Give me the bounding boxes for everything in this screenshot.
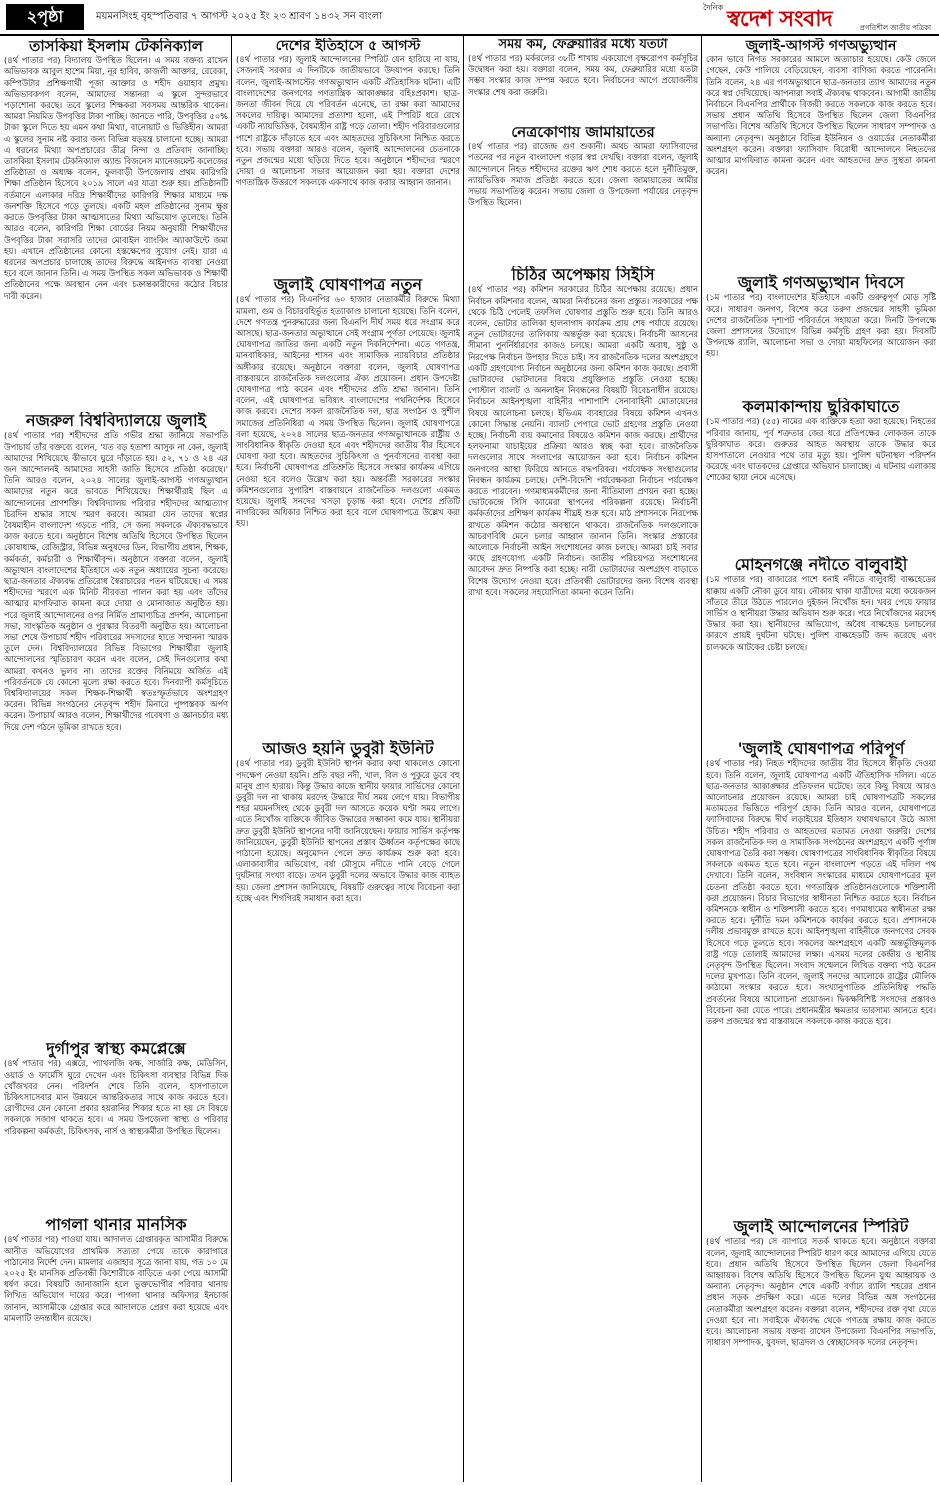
story-mohanganj <box>706 556 936 734</box>
story-headline: 'জুলাই ঘোষণাপত্র পরিপূর্ণ <box>737 740 905 758</box>
story-headline: নজরুল বিশ্ববিদ্যালয়ে জুলাই <box>26 412 206 430</box>
story-headline: নেত্রকোণায় জামায়াতের <box>511 124 655 141</box>
story-headline: তাসকিয়া ইসলাম টেকনিক্যাল <box>29 38 203 55</box>
story-body: (৪র্থ পাতার পর) সে ব্যাপারে সতর্ক থাকতে হবে। অনুষ্ঠানে বক্তারা বলেন, জুলাই আন্দোলনের স্পিরিট ধারণ করে আমাদের এগিয়ে যেতে হবে। প্রধান অতিথি হিসেবে উপস্থিত ছিলেন জেলা বিএনপির আহ্বায়ক। বিশেষ অতিথি হিসেবে উপস্থিত ছিলেন যুগ্ম আহ্বায়ক ও অন্যান্য নেতৃবৃন্দ। অনুষ্ঠান শেষে একটি বর্ণাঢ্য র‍্যালি শহরের প্রধান প্রধান সড়ক প্রদক্ষিণ করে। এতে দলের বিভিন্ন অঙ্গ সংগঠনের নেতাকর্মীরা অংশগ্রহণ করেন। বক্তারা বলেন, শহীদদের রক্ত বৃথা যেতে দেওয়া হবে না। সবাইকে ঐক্যবদ্ধ থেকে গণতন্ত্র রক্ষায় কাজ করতে হবে। আলোচনা সভায় বক্তব্য রাখেন উপজেলা বিএনপির সভাপতি, সাধারণ সম্পাদক, যুবদল, ছাত্রদল ও স্বেচ্ছাসেবক দলের নেতৃবৃন্দ। <box>706 1236 936 1348</box>
story-headline: জুলাই-আগস্ট গণঅভ্যুত্থান <box>745 38 897 54</box>
logo-tagline: প্রগতিশীল জাতীয় পত্রিকা <box>859 24 931 32</box>
story-cec-letter <box>468 266 698 1478</box>
story-desher-itihase <box>236 38 460 270</box>
column-1 <box>4 38 228 1482</box>
story-somoy-kom <box>468 38 698 118</box>
story-body: (৪র্থ পাতার পর) বিদ্যালয় উপস্থিত ছিলেন। এ সময় বক্তব্য রাখেন অভিভাবক আবুল হাশেম মিয়া, নূর হাবিব, কাজলী আক্তার, রেবেকা, কম্পিউটার প্রশিক্ষণার্থী পূজা আক্তার ও শহীদ ওয়াহাব প্রমুখ। অভিভাবকগণ বলেন, আমাদের সন্তানরা এ স্কুলে সুন্দরভাবে পড়াশোনা করছে। তবে স্কুলের শিক্ষকরা সবসময় আন্তরিক থাকেন। আমরা নিয়মিত উপবৃত্তির টাকা পাচ্ছি। জানতে পারি, উপবৃত্তির ৫০% টাকা স্কুলে দিতে হয় এমন কথা মিথ্যা, বানোয়াট ও ভিত্তিহীন। আমরা এ স্কুলের সুনাম নষ্ট করার জন্য বিভিন্ন ষড়যন্ত্র চালানো হচ্ছে। আমরা এ ধরনের মিথ্যা অপপ্রচারের তীব্র নিন্দা ও প্রতিবাদ জানাচ্ছি। তাসকিয়া ইসলাম টেকনিক্যাল অ্যান্ড বিজনেস ম্যানেজমেন্ট কলেজের প্রতিষ্ঠাতা ও অধ্যক্ষ বলেন, ফুলবাড়ী উপজেলায় প্রথম কারিগরি শিক্ষা প্রতিষ্ঠান হিসেবে ২০১৯ সালে এর যাত্রা শুরু হয়। প্রতিষ্ঠানটি বর্তমানে এলাকার দরিদ্র শিক্ষার্থীদের কারিগরি শিক্ষার মাধ্যমে দক্ষ জনশক্তি হিসেবে গড়ে তুলছে। একটি মহল প্রতিষ্ঠানের সুনাম ক্ষুণ্ণ করতে উপবৃত্তির টাকা আত্মসাতের মিথ্যা অভিযোগ তুলেছে। তিনি আরও বলেন, কারিগরি শিক্ষা বোর্ডের নিয়ম অনুযায়ী শিক্ষার্থীদের উপবৃত্তির টাকা সরাসরি তাদের মোবাইল ব্যাংকিং অ্যাকাউন্টে জমা হয়। এখানে প্রতিষ্ঠানের কোনো হস্তক্ষেপের সুযোগ নেই। যারা এ ধরনের অপপ্রচার চালাচ্ছে তাদের বিরুদ্ধে আইনগত ব্যবস্থা নেওয়া হবে বলে জানান তিনি। এ সময় উপস্থিত সকল অভিভাবক ও শিক্ষার্থী প্রতিষ্ঠানের পক্ষে অবস্থান নেন এবং চক্রান্তকারীদের কঠোর বিচার দাবী করেন। <box>4 55 228 301</box>
story-body: কোন ভাবে নিগত সরকারের আমলে অত্যাচার হয়েছে। কেউ জেলে গেছেন, কেউ পালিয়ে বেড়িয়েছেন, ব্যবসা বাণিজ্য করতে পারেননি। তিনি বলেন, ২৪ এর গণঅভ্যুত্থানে ছাত্র-জনতার ত্যাগ আমাদের নতুন করে স্বপ্ন দেখিয়েছে। আপনারা সবাই ঐক্যবদ্ধ থাকবেন। আগামী জাতীয় নির্বাচনে বিএনপির প্রার্থীকে বিজয়ী করতে সকলকে কাজ করতে হবে। সভায় প্রধান অতিথি হিসেবে উপস্থিত ছিলেন জেলা বিএনপির সভাপতি। বিশেষ অতিথি হিসেবে উপস্থিত ছিলেন সাধারণ সম্পাদক ও অন্যান্য নেতৃবৃন্দ। অনুষ্ঠানে বিভিন্ন ইউনিয়ন ও ওয়ার্ডের নেতাকর্মীরা অংশগ্রহণ করেন। বক্তারা ফ্যাসিবাদ বিরোধী আন্দোলনে নিহতদের আত্মার মাগফিরাত কামনা করেন এবং আহতদের দ্রুত সুস্থতা কামনা করেন। <box>706 54 936 177</box>
story-headline: আজও হয়নি ডুবুরী ইউনিট <box>262 740 434 758</box>
story-body: (৪র্থ পাতার পর) এক্সরে, প্যাথলজি কক্ষ, সার্জারি কক্ষ, মেডিসিন, ওয়ার্ড ও ফার্মেসি ঘুরে দেখেন এবং চিকিৎসা ব্যবস্থার বিভিন্ন দিক খোঁজখবর নেন। পরিদর্শন শেষে তিনি বলেন, হাসপাতালে চিকিৎসাসেবার মান উন্নয়নে আন্তরিকতার সাথে কাজ করতে হবে। রোগীদের যেন কোনো প্রকার হয়রানির শিকার হতে না হয় সে বিষয়ে সকলকে সজাগ থাকতে হবে। এ সময় উপজেলা স্বাস্থ্য ও পরিবার পরিকল্পনা কর্মকর্তা, চিকিৎসক, নার্স ও স্বাস্থ্যকর্মীরা উপস্থিত ছিলেন। <box>4 1058 228 1136</box>
story-headline: জুলাই ঘোষণাপত্র নতুন <box>273 276 423 294</box>
masthead <box>0 0 939 36</box>
story-headline: পাগলা থানার মানসিক <box>45 1216 187 1234</box>
story-body: (৪র্থ পাতার পর) নিহত শহীদদের জাতীয় বীর হিসেবে স্বীকৃতি দেওয়া হবে। তিনি বলেন, জুলাই ঘোষণাপত্র একটি ঐতিহাসিক দলিল। এতে ছাত্র-জনতার আকাঙ্ক্ষার প্রতিফলন ঘটেছে। তবে কিছু বিষয়ে আরও আলোচনার প্রয়োজন রয়েছে। আমরা চাই ঘোষণাপত্রটি সকলের মতামতের ভিত্তিতে পরিপূর্ণ হোক। তিনি আরও বলেন, ঘোষণাপত্রে ফ্যাসিবাদের বিরুদ্ধে দীর্ঘ লড়াইয়ের ইতিহাস যথাযথভাবে উঠে আসা উচিত। শহীদ পরিবার ও আহতদের মতামত নেওয়া জরুরি। দেশের সকল রাজনৈতিক দল ও সামাজিক সংগঠনের অংশগ্রহণে একটি পূর্ণাঙ্গ ঘোষণাপত্র তৈরি করা সম্ভব। ঘোষণাপত্রের সাংবিধানিক স্বীকৃতির বিষয়ে সকলকে একমত হতে হবে। নতুন বাংলাদেশ গড়তে এই দলিল পথ দেখাবে। তিনি বলেন, সংবিধান সংস্কারের মাধ্যমে ঘোষণাপত্রের মূল চেতনা প্রতিষ্ঠা করতে হবে। গণতান্ত্রিক প্রতিষ্ঠানগুলোকে শক্তিশালী করা প্রয়োজন। বিচার বিভাগের স্বাধীনতা নিশ্চিত করতে হবে। নির্বাচন কমিশনকে স্বাধীন ও শক্তিশালী করতে হবে। গণমাধ্যমের স্বাধীনতা রক্ষা করতে হবে। দুর্নীতি দমন কমিশনকে কার্যকর করতে হবে। প্রশাসনকে দলীয় প্রভাবমুক্ত রাখতে হবে। আইনশৃঙ্খলা বাহিনীকে জনগণের সেবক হিসেবে গড়ে তুলতে হবে। সকলের অংশগ্রহণে একটি অন্তর্ভুক্তিমূলক রাষ্ট্র গড়ে তোলাই আমাদের লক্ষ্য। এসময় দলের কেন্দ্রীয় ও স্থানীয় নেতৃবৃন্দ উপস্থিত ছিলেন। সংবাদ সম্মেলনে লিখিত বক্তব্য পাঠ করেন দলের মুখপাত্র। তিনি বলেন, জুলাই সনদের আলোকে রাষ্ট্রের মৌলিক কাঠামো সংস্কার করতে হবে। সংখ্যানুপাতিক প্রতিনিধিত্ব পদ্ধতি প্রবর্তনের বিষয়ে আলোচনা প্রয়োজন। দ্বিকক্ষবিশিষ্ট সংসদের প্রস্তাবও বিবেচনা করা যেতে পারে। প্রধানমন্ত্রীর ক্ষমতার ভারসাম্য আনতে হবে। তরুণ প্রজন্মের স্বপ্ন বাস্তবায়নে সকলকে কাজ করতে হবে। <box>706 758 936 1027</box>
story-headline: চিঠির অপেক্ষায় সিইসি <box>511 266 655 284</box>
story-kolmakanda <box>706 398 936 550</box>
story-headline: জুলাই গণঅভ্যুত্থান দিবসে <box>737 274 905 292</box>
newspaper-logo <box>703 2 933 32</box>
column-3 <box>468 38 698 1482</box>
story-headline: জুলাই আন্দোলনের স্পিরিট <box>733 1218 909 1236</box>
story-headline: দেশের ইতিহাসে ৫ আগস্ট <box>275 38 421 54</box>
story-pagla <box>4 1216 228 1474</box>
story-netrokona-jamaat <box>468 124 698 260</box>
logo-daily: দৈনিক <box>703 3 724 12</box>
story-body: (৪র্থ পাতার পর) জুলাই আন্দোলনের স্পিরিট যেন হারিয়ে না যায়, সেজন্যই সরকার এ দিনটিকে জাতীয়ভাবে উদযাপন করছে। তিনি বলেন, জুলাই-আগস্টের গণঅভ্যুত্থান একটি ঐতিহাসিক ঘটনা। এটি বাংলাদেশের জনগণের গণতান্ত্রিক আকাঙ্ক্ষার বহিঃপ্রকাশ। ছাত্র-জনতা জীবন দিয়ে যে পরিবর্তন এনেছে, তা রক্ষা করা আমাদের সকলের দায়িত্ব। আমাদের প্রত্যাশা হলো, এই স্পিরিট ধরে রেখে একটি ন্যায়ভিত্তিক, বৈষম্যহীন রাষ্ট্র গড়ে তোলা। শহীদ পরিবারগুলোর পাশে রাষ্ট্রকে দাঁড়াতে হবে এবং আহতদের সুচিকিৎসা নিশ্চিত করতে হবে। সভায় বক্তারা আরও বলেন, জুলাই আন্দোলনের চেতনাকে নতুন প্রজন্মের মধ্যে ছড়িয়ে দিতে হবে। অনুষ্ঠানে শহীদদের স্মরণে দোয়া ও আলোচনা সভার আয়োজন করা হয়। বক্তারা দেশের গণতান্ত্রিক উত্তরণে সকলকে একসাথে কাজ করার আহ্বান জানান। <box>236 54 460 188</box>
story-durgapur <box>4 1040 228 1210</box>
dateline: ময়মনসিংহ বৃহস্পতিবার ৭ আগস্ট ২০২৫ ইং ২৩ শ্রাবণ ১৪৩২ সন বাংলা <box>96 11 383 22</box>
column-4 <box>706 38 936 1482</box>
story-body: (১ম পাতার পর) বাজারের পাশে ধনাই নদীতে বালুবাহী বাল্কহেডের ধাক্কায় একটি নৌকা ডুবে যায়। নৌকায় থাকা যাত্রীদের মধ্যে কয়েকজন সাঁতরে তীরে উঠতে পারলেও দুইজন নিখোঁজ হন। খবর পেয়ে ফায়ার সার্ভিস ও স্থানীয়রা উদ্ধার অভিযান শুরু করে। পরে নিখোঁজদের মরদেহ উদ্ধার করা হয়। স্থানীয়দের অভিযোগ, অবৈধ বাল্কহেড চলাচলের কারণে প্রায়ই দুর্ঘটনা ঘটছে। পুলিশ বাল্কহেডটি জব্দ করেছে এবং চালককে আটকের চেষ্টা চলছে। <box>706 574 936 652</box>
story-july-day <box>706 274 936 392</box>
column-rule <box>701 36 702 1482</box>
story-headline: মোহনগঞ্জে নদীতে বালুবাহী <box>734 556 908 574</box>
story-headline: সময় কম, ফেব্রুয়ারির মধ্যে যতটা <box>498 38 668 52</box>
story-body: (৪র্থ পাতার পর) ডুবুরী ইউনিট স্থাপন করার কথা থাকলেও কোনো পদক্ষেপ নেওয়া হয়নি। প্রতি বছর নদী, খাল, বিল ও পুকুরে ডুবে বহু মানুষ প্রাণ হারায়। কিন্তু উদ্ধার কাজে স্থানীয় ফায়ার সার্ভিসের কোনো ডুবুরী দল না থাকায় মরদেহ উদ্ধারে দীর্ঘ সময় লেগে যায়। বিভাগীয় শহর ময়মনসিংহ থেকে ডুবুরী দল আসতে কয়েক ঘণ্টা সময় লাগে। এতে নিখোঁজ ব্যক্তিকে জীবিত উদ্ধারের সম্ভাবনা কমে যায়। স্থানীয়রা দ্রুত ডুবুরী ইউনিট স্থাপনের দাবী জানিয়েছেন। ফায়ার সার্ভিস কর্তৃপক্ষ জানিয়েছেন, ডুবুরী ইউনিট স্থাপনের প্রস্তাব ঊর্ধ্বতন কর্তৃপক্ষের কাছে পাঠানো হয়েছে। অনুমোদন পেলে দ্রুত কার্যক্রম শুরু করা হবে। এলাকাবাসীর অভিযোগ, বর্ষা মৌসুমে নদীতে পানি বেড়ে গেলে দুর্ঘটনার সংখ্যা বাড়ে। তখন ডুবুরী দলের অভাবে উদ্ধার কাজ ব্যাহত হয়। জেলা প্রশাসন জানিয়েছে, বিষয়টি গুরুত্বের সাথে বিবেচনা করা হচ্ছে এবং শিগগিরই সমাধান করা হবে। <box>236 758 460 903</box>
story-july-porippurno <box>706 740 936 1212</box>
story-body: (৪র্থ পাতার পর) রাজেন্দ্র গুণ শুকানী। অথচ আমরা ফ্যাসিবাদের পতনের পর নতুন বাংলাদেশ গড়ার স্বপ্ন দেখছি। বক্তারা বলেন, জুলাই আন্দোলনে নিহত শহীদদের রক্তের ঋণ শোধ করতে হলে দুর্নীতিমুক্ত, ন্যায়ভিত্তিক সমাজ প্রতিষ্ঠা করতে হবে। জেলা জামায়াতের আমীর সভায় সভাপতিত্ব করেন। সভায় জেলা ও উপজেলা পর্যায়ের নেতৃবৃন্দ উপস্থিত ছিলেন। <box>468 141 698 208</box>
story-body: (১ম পাতার পর) (৫৫) নামের এক ব্যক্তিকে হত্যা করা হয়েছে। নিহতের পরিবার জানায়, পূর্ব শত্রুতার জের ধরে প্রতিপক্ষের লোকজন তাকে ছুরিকাঘাত করে। গুরুতর আহত অবস্থায় তাকে উদ্ধার করে হাসপাতালে নেওয়ার পথে তার মৃত্যু হয়। পুলিশ ঘটনাস্থল পরিদর্শন করেছে এবং ঘাতকদের গ্রেপ্তারে অভিযান চালাচ্ছে। এ ঘটনায় এলাকায় শোকের ছায়া নেমে এসেছে। <box>706 416 936 483</box>
story-headline: কলমাকান্দায় ছুরিকাঘাতে <box>742 398 900 416</box>
story-dubur-unit <box>236 740 460 1472</box>
story-july-ghoshonapotro <box>236 276 460 734</box>
column-rule <box>231 36 232 1482</box>
page-number: ২পৃষ্ঠা <box>6 4 84 30</box>
logo-name: স্বদেশ সংবাদ <box>727 6 833 32</box>
story-nazrul <box>4 412 228 1032</box>
story-body: (৪র্থ পাতার পর) শহীদদের প্রতি গভীর শ্রদ্ধা জানিয়ে সভাপতি উপাচার্য তাঁর বক্তব্যে বলেন, 'যত বড় হতাশা আসুক না কেন, জুলাই আমাদের শিখিয়েছে কীভাবে ঘুরে দাঁড়াতে হয়। ৫২, ৭১ ও ২৪ এর জন আন্দোলনই আমাদের সাহসী জাতি হিসেবে প্রতিষ্ঠা করেছে।' তিনি আরও বলেন, ২০২৪ সালের জুলাই-আগস্ট গণঅভ্যুত্থান আমাদের নতুন করে ভাবতে শিখিয়েছে। শিক্ষার্থীরাই ছিল এ আন্দোলনের প্রাণশক্তি। বিশ্ববিদ্যালয় পরিবার শহীদদের আত্মত্যাগ চিরদিন শ্রদ্ধার সাথে স্মরণ করবে। আমরা যেন তাদের স্বপ্নের বৈষম্যহীন বাংলাদেশ গড়তে পারি, সে জন্য সকলকে ঐক্যবদ্ধভাবে কাজ করতে হবে। অনুষ্ঠানে বিশেষ অতিথি হিসেবে উপস্থিত ছিলেন কোষাধ্যক্ষ, রেজিস্ট্রার, বিভিন্ন অনুষদের ডিন, বিভাগীয় প্রধান, শিক্ষক, কর্মকর্তা, কর্মচারী ও শিক্ষার্থীবৃন্দ। অনুষ্ঠানে বক্তারা বলেন, জুলাই অভ্যুত্থান বাংলাদেশের ইতিহাসে এক নতুন অধ্যায়ের সূচনা করেছে। ছাত্র-জনতার ঐক্যবদ্ধ প্রতিরোধ স্বৈরাচারের পতন ঘটিয়েছে। এ সময় শহীদদের স্মরণে এক মিনিট নীরবতা পালন করা হয় এবং তাঁদের আত্মার মাগফিরাত কামনা করে দোয়া ও মোনাজাত অনুষ্ঠিত হয়। পরে জুলাই আন্দোলনের ওপর নির্মিত প্রামাণ্যচিত্র প্রদর্শন, আলোচনা সভা, সাংস্কৃতিক অনুষ্ঠান ও পুরস্কার বিতরণী অনুষ্ঠিত হয়। আলোচনা সভা শেষে উপাচার্য শহীদ পরিবারের সদস্যদের হাতে সম্মাননা স্মারক তুলে দেন। বিশ্ববিদ্যালয়ের বিভিন্ন বিভাগের শিক্ষার্থীরা জুলাই আন্দোলনের স্মৃতিচারণ করেন এবং বলেন, সেই দিনগুলোর কথা আমরা কখনও ভুলব না। তাদের রক্তের বিনিময়ে অর্জিত এই পরিবর্তনকে যে কোনো মূল্যে রক্ষা করতে হবে। দিনব্যাপী কর্মসূচিতে বিশ্ববিদ্যালয়ের সকল শিক্ষক-শিক্ষার্থী স্বতঃস্ফূর্তভাবে অংশগ্রহণ করেন। বিভিন্ন সংগঠনের নেতৃবৃন্দ শহীদ মিনারে পুষ্পস্তবক অর্পণ করেন। উপাচার্য আরও বলেন, শিক্ষার্থীদের গবেষণা ও জ্ঞানচর্চার মধ্য দিয়ে দেশ গঠনে ভূমিকা রাখতে হবে। <box>4 430 228 732</box>
story-july-august <box>706 38 936 268</box>
story-body: (৪র্থ পাতার পর) মর্করলের ৩৮টি শাখায় একযোগে বৃক্ষরোপণ কর্মসূচির উদ্বোধন করা হয়। বক্তারা বলেন, সময় কম, ফেব্রুয়ারির মধ্যে যতটা সম্ভব সংস্কার কাজ সম্পন্ন করতে হবে। নির্বাচনের আগে প্রয়োজনীয় সংস্কার শেষ করা জরুরি। <box>468 52 698 97</box>
story-headline: দুর্গাপুর স্বাস্থ্য কমপ্লেক্সে <box>46 1040 186 1058</box>
column-2 <box>236 38 460 1482</box>
story-body: (৪র্থ পাতার পর) পাওয়া যায়। আদালত গ্রেপ্তারকৃত আসামীর বিরুদ্ধে আনীত অভিযোগের প্রাথমিক সত্যতা পেয়ে তাকে কারাগারে পাঠানোর নির্দেশ দেন। মামলার এজাহার সূত্রে জানা যায়, গত ১০ মে ২০২৫ ইং মানসিক প্রতিবন্ধী কিশোরীকে বাড়িতে একা পেয়ে আসামী ধর্ষণ করে। বিষয়টি জানাজানি হলে ভুক্তভোগীর পরিবার থানায় লিখিত অভিযোগ দায়ের করে। পাগলা থানার অফিসার ইনচার্জ জানান, আসামীকে গ্রেপ্তার করে আদালতে প্রেরণ করা হয়েছে এবং মামলাটি তদন্তাধীন রয়েছে। <box>4 1234 228 1323</box>
story-taskia <box>4 38 228 408</box>
story-body: (১ম পাতার পর) বাংলাদেশের ইতিহাসে একটি গুরুত্বপূর্ণ মোড় সৃষ্টি করে। সাধারণ জনগণ, বিশেষ করে তরুণ প্রজন্মের সাহসী ভূমিকা দেশের রাজনৈতিক দৃশ্যপট পরিবর্তনে সহায়তা করে। দিনটি উপলক্ষে জেলা প্রশাসনের উদ্যোগে বিভিন্ন কর্মসূচি গ্রহণ করা হয়। দিবসটি উপলক্ষে র‍্যালি, আলোচনা সভা ও দোয়া মাহফিলের আয়োজন করা হয়। <box>706 292 936 359</box>
column-rule <box>463 36 464 1482</box>
story-body: (৪র্থ পাতার পর) কমিশন সরকারের চিঠির অপেক্ষায় রয়েছে। প্রধান নির্বাচন কমিশনার বলেন, আমরা নির্বাচনের জন্য প্রস্তুত। সরকারের পক্ষ থেকে চিঠি পেলেই তফসিল ঘোষণার প্রস্তুতি শুরু হবে। তিনি আরও বলেন, ভোটার তালিকা হালনাগাদ কার্যক্রম প্রায় শেষ পর্যায়ে রয়েছে। নতুন ভোটারদের তালিকায় অন্তর্ভুক্ত করা হয়েছে। নির্বাচনী আসনের সীমানা পুনর্নির্ধারণের কাজও চলছে। আমরা একটি অবাধ, সুষ্ঠু ও নিরপেক্ষ নির্বাচন উপহার দিতে চাই। সব রাজনৈতিক দলের অংশগ্রহণে একটি গ্রহণযোগ্য নির্বাচন অনুষ্ঠানের জন্য কমিশন কাজ করছে। প্রবাসী ভোটারদের ভোটদানের বিষয়ে প্রযুক্তিগত প্রস্তুতি নেওয়া হচ্ছে। পোস্টাল ব্যালট ও অনলাইন নিবন্ধনের বিষয়টি বিবেচনাধীন রয়েছে। নির্বাচনে আইনশৃঙ্খলা বাহিনীর পাশাপাশি সেনাবাহিনী মোতায়েনের বিষয়ে আলোচনা চলছে। ইভিএম ব্যবহারের বিষয়ে কমিশন এখনও কোনো সিদ্ধান্ত নেয়নি। ব্যালট পেপারে ভোট গ্রহণের প্রস্তুতি নেওয়া হচ্ছে। নির্বাচনী ব্যয় কমানোর বিষয়েও কমিশন কাজ করছে। প্রার্থীদের হলফনামা যাচাইয়ের প্রক্রিয়া আরও স্বচ্ছ করা হবে। রাজনৈতিক দলগুলোর সাথে সংলাপের আয়োজন করা হবে। নির্বাচন কমিশন জনগণের আস্থা ফিরিয়ে আনতে বদ্ধপরিকর। পর্যবেক্ষক সংস্থাগুলোর নিবন্ধন কার্যক্রম চলছে। দেশি-বিদেশি পর্যবেক্ষকরা নির্বাচন পর্যবেক্ষণ করতে পারবেন। গণমাধ্যমকর্মীদের জন্য নীতিমালা প্রণয়ন করা হচ্ছে। ভোটকেন্দ্রে সিসি ক্যামেরা স্থাপনের পরিকল্পনা রয়েছে। নির্বাচনী কর্মকর্তাদের প্রশিক্ষণ কার্যক্রম শীঘ্রই শুরু হবে। মাঠ প্রশাসনকে নিরপেক্ষ রাখতে কমিশন কঠোর অবস্থানে থাকবে। রাজনৈতিক দলগুলোকে আচরণবিধি মেনে চলার আহ্বান জানান তিনি। সংস্কার প্রস্তাবের আলোকে নির্বাচনী আইন সংশোধনের কাজ চলছে। আমরা চাই সবার কাছে গ্রহণযোগ্য একটি নির্বাচন। জাতীয় পরিচয়পত্র সংশোধনের আবেদন দ্রুত নিষ্পত্তি করা হচ্ছে। নারী ভোটারদের অংশগ্রহণ বাড়াতে বিশেষ উদ্যোগ নেওয়া হবে। প্রতিবন্ধী ভোটারদের জন্য বিশেষ ব্যবস্থা রাখা হবে। সকলের সহযোগিতা কামনা করেন তিনি। <box>468 284 698 597</box>
story-body: (৪র্থ পাতার পর) বিএনপির ৬০ হাজার নেতাকর্মীর বিরুদ্ধে মিথ্যা মামলা, গুম ও বিচারবহির্ভূত হত্যাকাণ্ড চালানো হয়েছে। তিনি বলেন, দেশে গণতন্ত্র পুনরুদ্ধারের জন্য বিএনপি দীর্ঘ সময় ধরে সংগ্রাম করে আসছে। ছাত্র-জনতার অভ্যুত্থানে সেই সংগ্রাম পূর্ণতা পেয়েছে। জুলাই ঘোষণাপত্র জাতির জন্য একটি নতুন দিকনির্দেশনা। এতে গণতন্ত্র, মানবাধিকার, আইনের শাসন এবং সামাজিক ন্যায়বিচার প্রতিষ্ঠার অঙ্গীকার রয়েছে। অনুষ্ঠানে বক্তারা বলেন, জুলাই ঘোষণাপত্র বাস্তবায়নে রাজনৈতিক দলগুলোর ঐক্য প্রয়োজন। প্রধান উপদেষ্টা ঘোষণাপত্র পাঠ করেন এবং শহীদদের প্রতি শ্রদ্ধা জানান। তিনি বলেন, এই ঘোষণাপত্র ভবিষ্যৎ বাংলাদেশের পথনির্দেশক হিসেবে কাজ করবে। দেশের সকল রাজনৈতিক দল, ছাত্র সংগঠন ও সুশীল সমাজের প্রতিনিধিরা এ সময় উপস্থিত ছিলেন। জুলাই ঘোষণাপত্রে বলা হয়েছে, ২০২৪ সালের ছাত্র-জনতার গণঅভ্যুত্থানকে রাষ্ট্রীয় ও সাংবিধানিক স্বীকৃতি দেওয়া হবে এবং শহীদদের জাতীয় বীর হিসেবে ঘোষণা করা হবে। আহতদের সুচিকিৎসা ও পুনর্বাসনের ব্যবস্থা করা হবে। নির্বাচনী ঘোষণাপত্র প্রতিশ্রুতি হিসেবে সংস্কার কার্যক্রম এগিয়ে নেওয়া হবে বলেও উল্লেখ করা হয়। অন্তর্বর্তী সরকারের সংস্কার কমিশনগুলোর সুপারিশ বাস্তবায়নে রাজনৈতিক দলগুলো একমত হয়েছে। জুলাই সনদের খসড়া চূড়ান্ত করা হবে। দেশের প্রতিটি নাগরিকের অধিকার নিশ্চিত করা হবে বলে ঘোষণাপত্রে উল্লেখ করা হয়। <box>236 294 460 529</box>
story-july-spirit <box>706 1218 936 1466</box>
